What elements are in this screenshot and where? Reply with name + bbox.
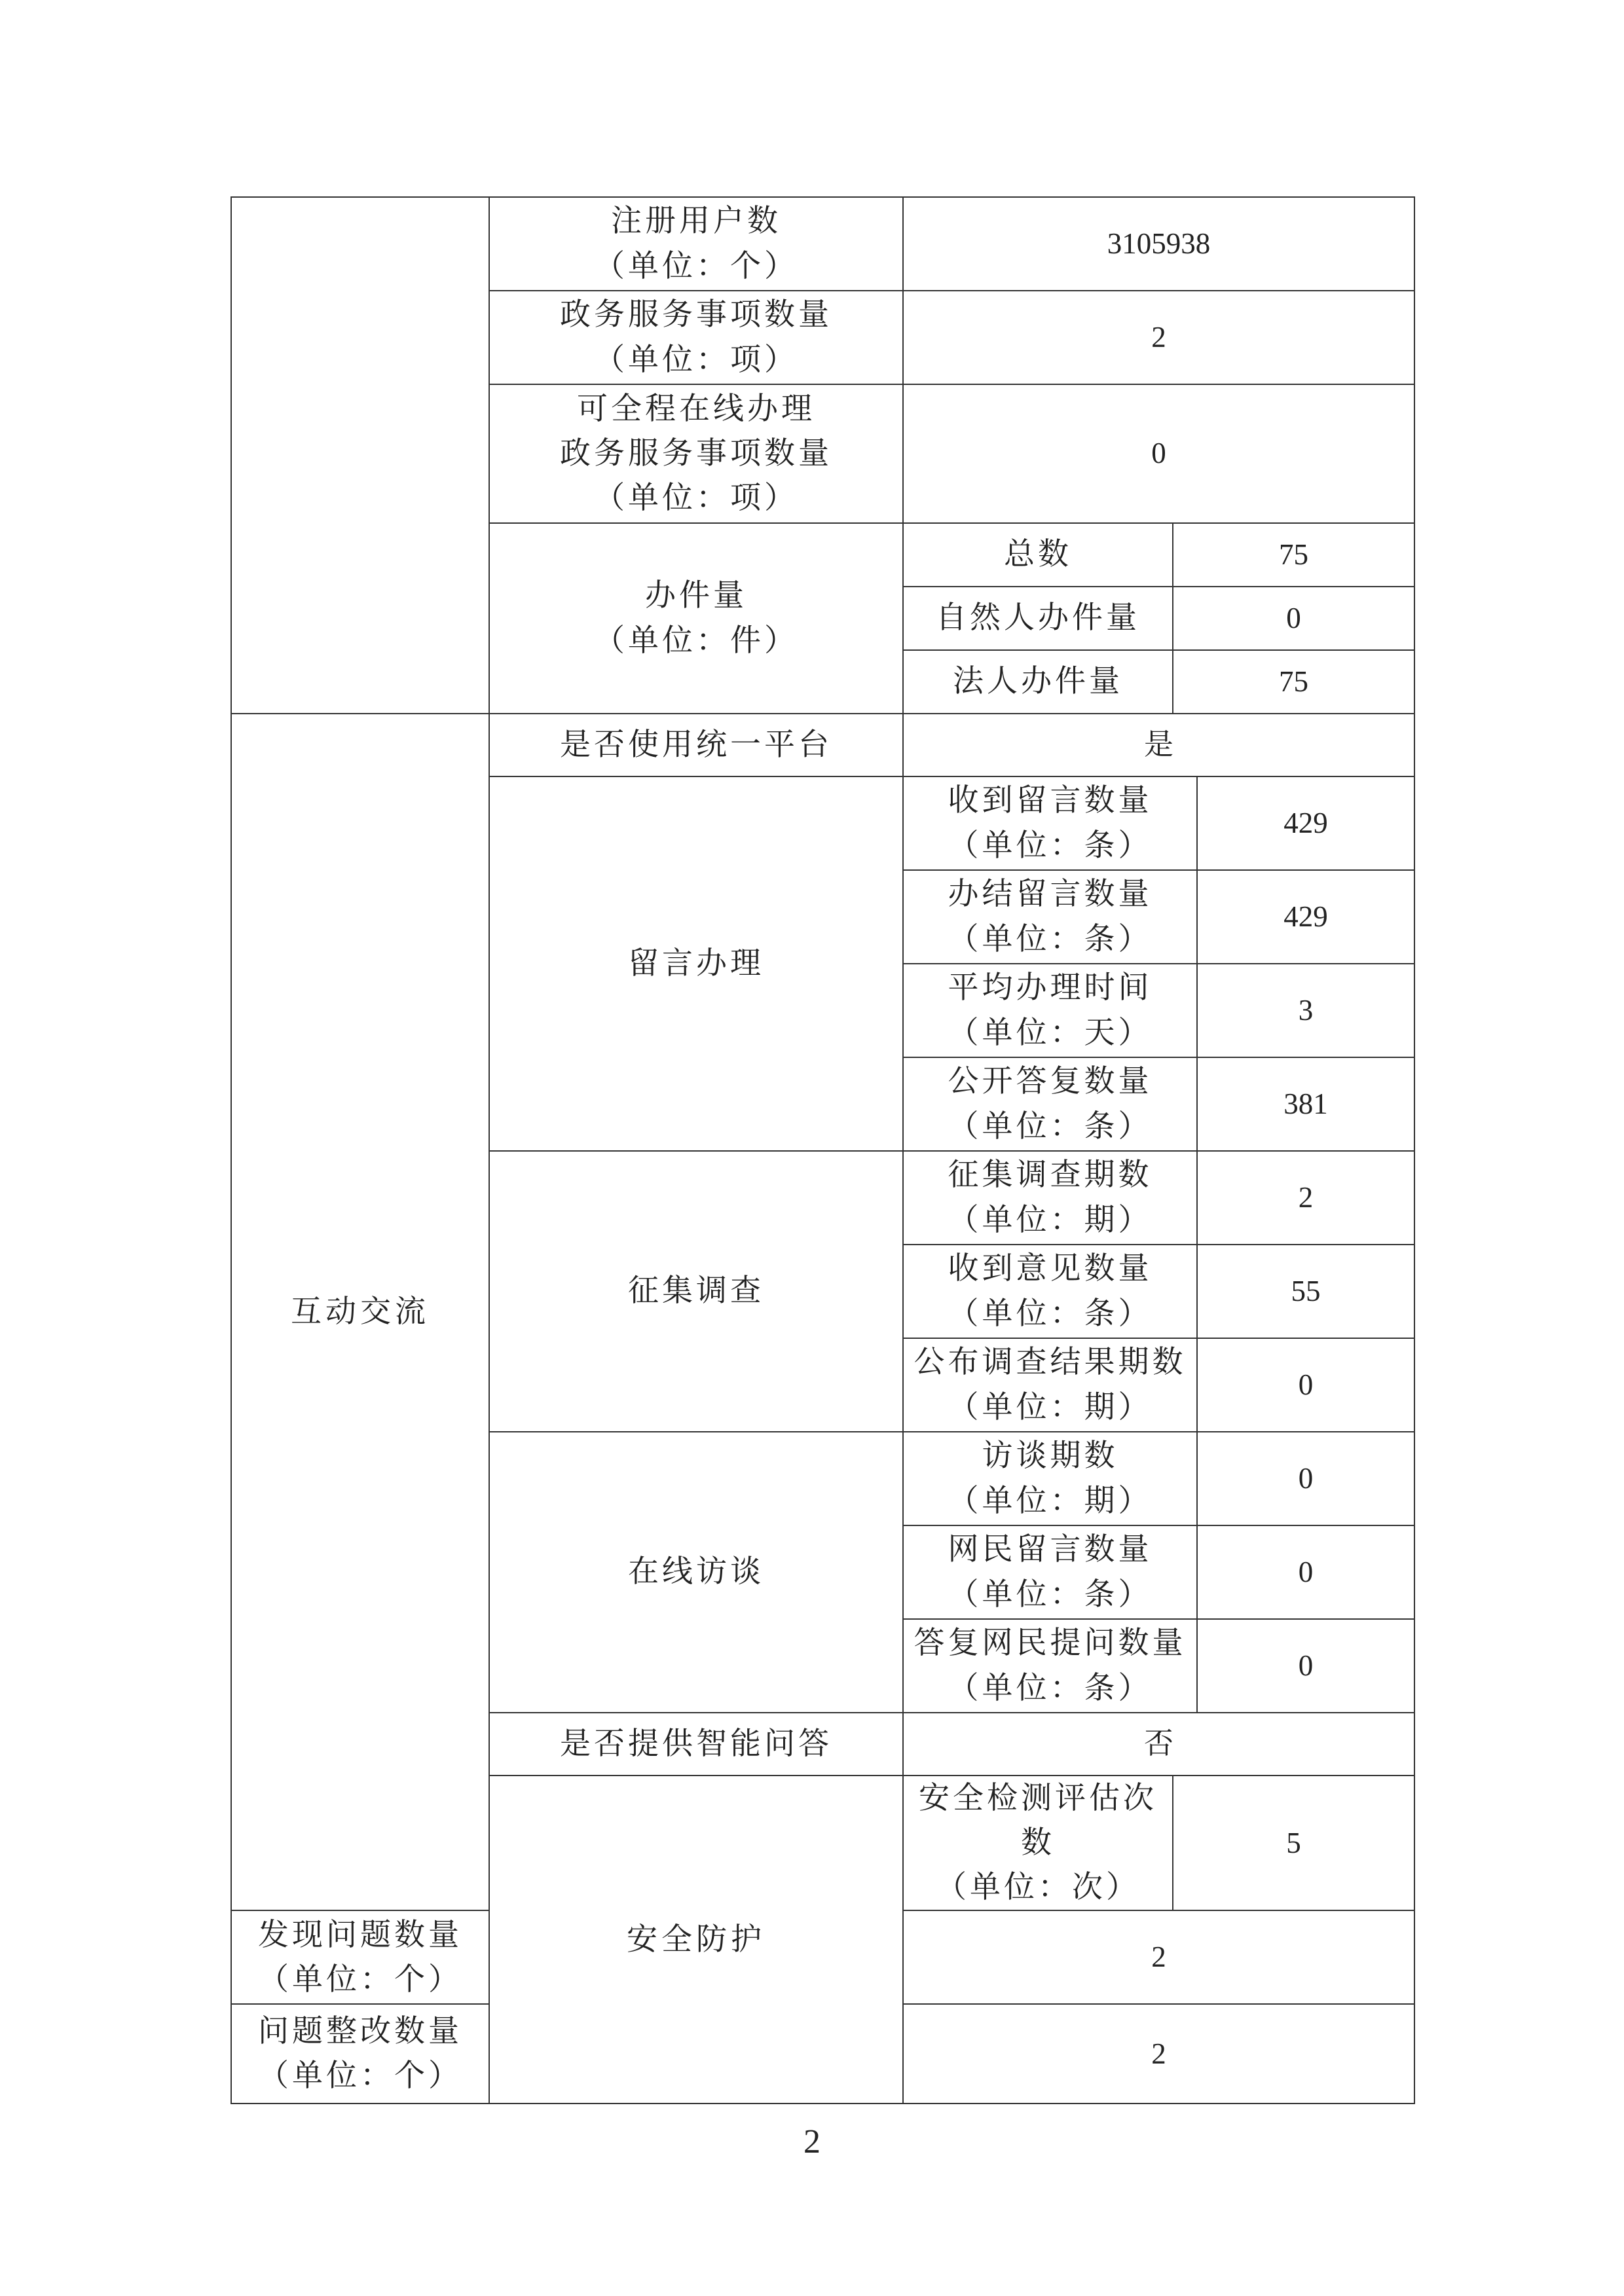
cases-label: 办件量 (645, 577, 747, 614)
issues-found-label: 发现问题数量 (258, 1916, 462, 1953)
interview-messages-value: 0 (1197, 1525, 1414, 1619)
messages-public-replies-unit: （单位：条） (948, 1108, 1153, 1144)
issues-fixed-value: 2 (903, 2004, 1414, 2104)
online-items-unit: （单位：项） (594, 480, 798, 517)
interview-periods-label: 访谈期数 (982, 1438, 1118, 1474)
messages-received-value: 429 (1197, 776, 1414, 870)
survey-results-label: 公布调查结果期数 (913, 1344, 1187, 1381)
messages-label: 留言办理 (489, 776, 903, 1151)
survey-results-unit: （单位：期） (948, 1389, 1153, 1425)
label-cell (489, 197, 903, 291)
label-cell (903, 1776, 1173, 1910)
survey-opinions-value: 55 (1197, 1245, 1414, 1338)
label-cell (903, 964, 1197, 1057)
label-cell (903, 1057, 1197, 1151)
label-cell (231, 2004, 489, 2104)
messages-resolved-unit: （单位：条） (948, 920, 1153, 957)
messages-resolved-value: 429 (1197, 870, 1414, 964)
messages-received-label: 收到留言数量 (948, 782, 1153, 819)
issues-fixed-unit: （单位：个） (258, 2058, 462, 2094)
service-items-label: 政务服务事项数量 (560, 297, 832, 333)
messages-avg-time-value: 3 (1197, 964, 1414, 1057)
online-items-label-line1: 可全程在线办理 (577, 390, 815, 427)
service-items-value: 2 (903, 291, 1414, 384)
label-cell (489, 291, 903, 384)
messages-received-unit: （单位：条） (948, 827, 1153, 864)
registered-users-value: 3105938 (903, 197, 1414, 291)
label-cell (489, 384, 903, 523)
cases-total-label: 总数 (903, 523, 1173, 587)
table-row (231, 197, 1414, 291)
label-cell (903, 1151, 1197, 1245)
registered-users-unit: （单位：个） (594, 247, 798, 284)
assessments-unit: （单位：次） (936, 1869, 1140, 1906)
category-cell-empty (231, 197, 489, 714)
online-items-label-line2: 政务服务事项数量 (560, 435, 832, 471)
interview-periods-unit: （单位：期） (948, 1482, 1153, 1519)
messages-resolved-label: 办结留言数量 (948, 876, 1153, 913)
label-cell (903, 1432, 1197, 1525)
security-category: 安全防护 (489, 1776, 903, 2104)
issues-found-value: 2 (903, 1910, 1414, 2004)
interview-label: 在线访谈 (489, 1432, 903, 1713)
cases-total-value: 75 (1173, 523, 1414, 587)
issues-found-unit: （单位：个） (258, 1961, 462, 1997)
messages-avg-time-unit: （单位：天） (948, 1014, 1153, 1051)
online-items-value: 0 (903, 384, 1414, 523)
survey-results-value: 0 (1197, 1338, 1414, 1432)
cases-natural-value: 0 (1173, 587, 1414, 650)
interaction-category: 互动交流 (231, 714, 489, 1910)
cases-unit: （单位：件） (594, 622, 798, 659)
assessments-value: 5 (1173, 1776, 1414, 1910)
label-cell (903, 1338, 1197, 1432)
survey-periods-unit: （单位：期） (948, 1201, 1153, 1238)
interview-answers-unit: （单位：条） (948, 1669, 1153, 1706)
cases-legal-label: 法人办件量 (903, 650, 1173, 714)
survey-opinions-label: 收到意见数量 (948, 1250, 1153, 1287)
interview-periods-value: 0 (1197, 1432, 1414, 1525)
survey-periods-label: 征集调查期数 (948, 1157, 1153, 1194)
assessments-label: 安全检测评估次数 (919, 1780, 1157, 1861)
messages-public-replies-value: 381 (1197, 1057, 1414, 1151)
interview-answers-label: 答复网民提问数量 (913, 1625, 1187, 1662)
messages-avg-time-label: 平均办理时间 (948, 970, 1153, 1006)
interview-answers-value: 0 (1197, 1619, 1414, 1713)
smart-qa-value: 否 (903, 1713, 1414, 1776)
interview-messages-label: 网民留言数量 (948, 1531, 1153, 1568)
label-cell (231, 1910, 489, 2004)
interview-messages-unit: （单位：条） (948, 1576, 1153, 1613)
survey-opinions-unit: （单位：条） (948, 1295, 1153, 1332)
statistics-table (231, 196, 1415, 2104)
page-number: 2 (803, 2123, 821, 2160)
survey-label: 征集调查 (489, 1151, 903, 1432)
unified-platform-value: 是 (903, 714, 1414, 776)
label-cell (903, 1525, 1197, 1619)
service-items-unit: （单位：项） (594, 341, 798, 378)
survey-periods-value: 2 (1197, 1151, 1414, 1245)
issues-fixed-label: 问题整改数量 (258, 2013, 462, 2050)
label-cell (903, 1619, 1197, 1713)
cases-natural-label: 自然人办件量 (903, 587, 1173, 650)
smart-qa-label: 是否提供智能问答 (489, 1713, 903, 1776)
label-cell (903, 1245, 1197, 1338)
table-row (231, 714, 1414, 776)
label-cell (903, 870, 1197, 964)
label-cell (489, 523, 903, 714)
label-cell (903, 776, 1197, 870)
messages-public-replies-label: 公开答复数量 (948, 1063, 1153, 1100)
registered-users-label: 注册用户数 (611, 203, 781, 240)
cases-legal-value: 75 (1173, 650, 1414, 714)
unified-platform-label: 是否使用统一平台 (489, 714, 903, 776)
